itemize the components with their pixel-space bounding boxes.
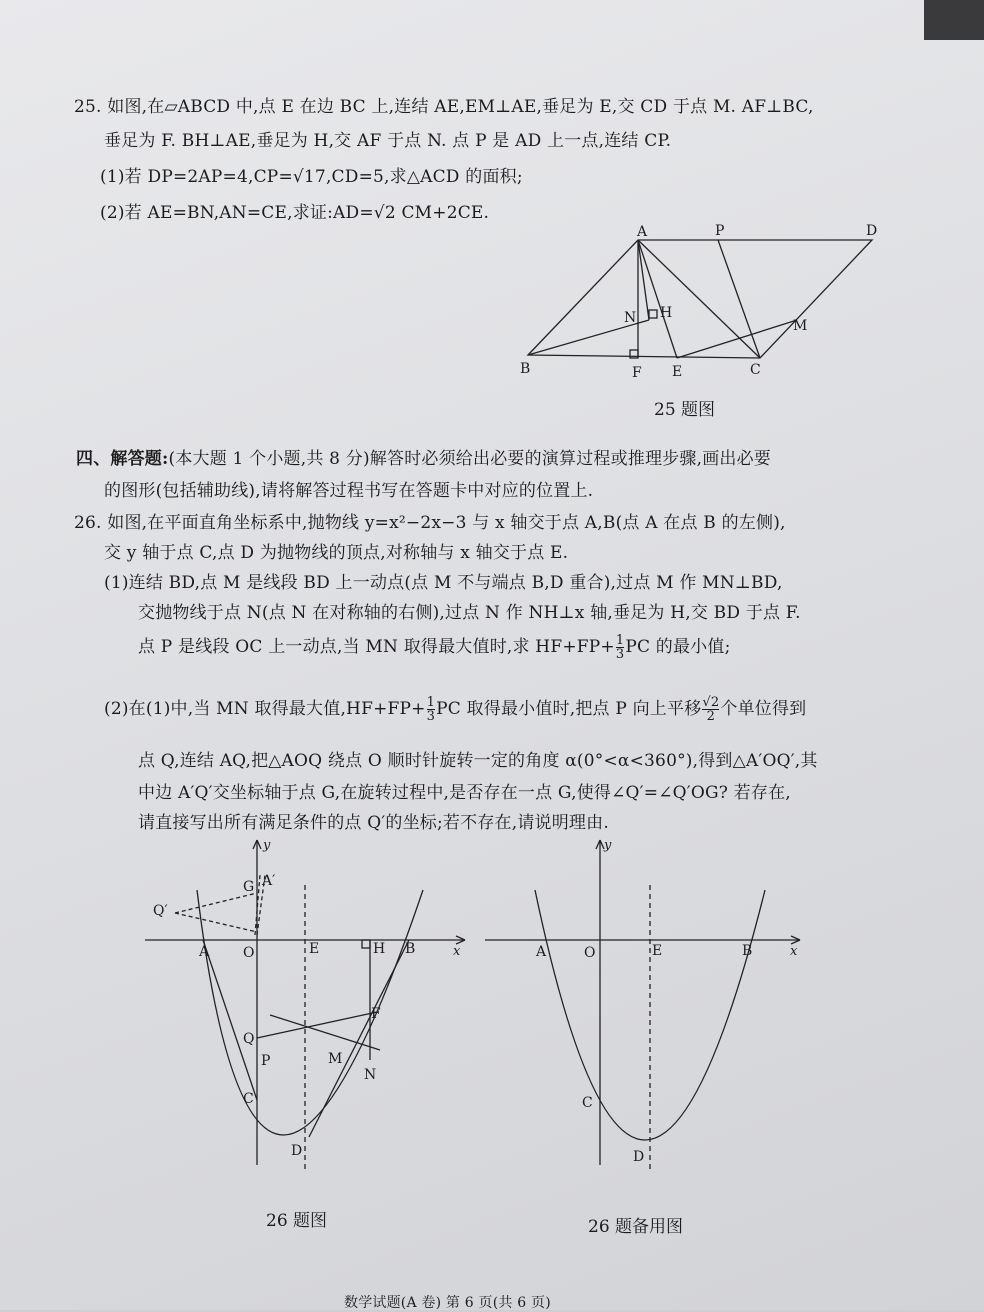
problem-25-part-2: (2)若 AE=BN,AN=CE,求证:AD=√2 CM+2CE. [100,203,490,223]
fraction-one-third [427,696,435,723]
problem-26-part-2-line-1 [104,694,806,723]
label-A: A [536,944,547,960]
section-4-instruction: (本大题 1 个小题,共 8 分)解答时必须给出必要的演算过程或推理步骤,画出必要 [168,449,772,469]
label-M: M [328,1051,343,1067]
label-E: E [672,364,683,380]
figure-25 [510,220,890,395]
problem-26-part-1-line-1: (1)连结 BD,点 M 是线段 BD 上一动点(点 M 不与端点 B,D 重合),过点 M 作 MN⊥BD, [104,573,783,593]
label-A: A [637,224,648,240]
label-E: E [652,943,663,959]
figure-26-backup [480,835,810,1175]
label-P: P [715,223,725,239]
label-F: F [371,1006,381,1022]
text-fragment: 点 P 是线段 OC 上一动点,当 MN 取得最大值时,求 HF+FP+ [138,637,615,657]
fraction-sqrt2-over-2 [702,696,719,723]
label-P: P [261,1053,271,1069]
text-fragment: PC 的最小值; [625,637,731,657]
label-A: A [199,944,210,960]
label-N: N [624,310,637,326]
problem-26-part-2-line-3: 中边 A′Q′交坐标轴于点 G,在旋转过程中,是否存在一点 G,使得∠Q′=∠Q′OG? 若存在, [138,783,791,803]
figure-26-caption: 26 题图 [266,1211,328,1231]
fraction-denominator: 3 [426,709,436,724]
label-C: C [582,1095,593,1111]
problem-26-line-1: 26. 如图,在平面直角坐标系中,抛物线 y=x²−2x−3 与 x 轴交于点 A,B(点 A 在点 B 的左侧), [74,513,786,533]
fraction-one-third [616,634,624,661]
label-Q: Q [243,1031,255,1047]
fraction-numerator: √2 [702,695,720,710]
section-4-title: 四、解答题: [76,449,169,469]
fraction-numerator: 1 [426,695,436,710]
label-Q-prime: Q′ [153,903,168,919]
axis-x-label: x [790,944,798,959]
label-E: E [309,941,320,957]
problem-26-part-2-line-2: 点 Q,连结 AQ,把△AOQ 绕点 O 顺时针旋转一定的角度 α(0°<α<360°),得到△A′OQ′,其 [138,751,818,771]
label-D: D [866,223,878,239]
figure-26 [135,835,475,1175]
text-fragment: 个单位得到 [720,699,807,719]
fraction-numerator: 1 [615,633,625,648]
label-F: F [632,365,642,381]
label-D: D [633,1149,645,1165]
section-4-header [76,444,771,469]
text-fragment: PC 取得最小值时,把点 P 向上平移 [436,699,702,719]
page-footer: 数学试题(A 卷) 第 6 页(共 6 页) [344,1295,551,1311]
problem-25-line-2: 垂足为 F. BH⊥AE,垂足为 H,交 AF 于点 N. 点 P 是 AD 上一点,连结 CP. [104,131,672,151]
label-B: B [520,361,531,377]
problem-26-part-2-line-4: 请直接写出所有满足条件的点 Q′的坐标;若不存在,请说明理由. [138,813,609,833]
label-M: M [793,318,808,334]
label-O: O [243,945,255,961]
label-H: H [373,941,386,957]
label-N: N [364,1067,377,1083]
label-A-prime: A′ [262,873,276,889]
axis-y-label: y [263,838,271,853]
fraction-denominator: 2 [706,709,716,724]
label-O: O [584,945,596,961]
problem-26-part-1-line-2: 交抛物线于点 N(点 N 在对称轴的右侧),过点 N 作 NH⊥x 轴,垂足为 H,交 BD 于点 F. [138,603,801,623]
section-4-instruction-2: 的图形(包括辅助线),请将解答过程书写在答题卡中对应的位置上. [104,481,594,501]
fraction-denominator: 3 [615,647,625,662]
label-B: B [405,941,416,957]
figure-26-backup-caption: 26 题备用图 [588,1217,684,1237]
text-fragment: (2)在(1)中,当 MN 取得最大值,HF+FP+ [104,699,426,719]
label-D: D [291,1143,303,1159]
axis-x-label: x [453,944,461,959]
label-C: C [750,362,761,378]
problem-26-line-2: 交 y 轴于点 C,点 D 为抛物线的顶点,对称轴与 x 轴交于点 E. [104,543,569,563]
label-B: B [742,943,753,959]
background-edge [924,0,984,40]
problem-25-part-1: (1)若 DP=2AP=4,CP=√17,CD=5,求△ACD 的面积; [100,167,523,187]
problem-25-line-1: 25. 如图,在▱ABCD 中,点 E 在边 BC 上,连结 AE,EM⊥AE,垂足为 E,交 CD 于点 M. AF⊥BC, [74,97,814,117]
figure-25-caption: 25 题图 [654,400,716,420]
problem-26-part-1-line-3 [138,632,731,661]
axis-y-label: y [604,838,612,853]
label-G: G [243,879,255,895]
label-C: C [243,1091,254,1107]
label-H: H [660,305,673,321]
